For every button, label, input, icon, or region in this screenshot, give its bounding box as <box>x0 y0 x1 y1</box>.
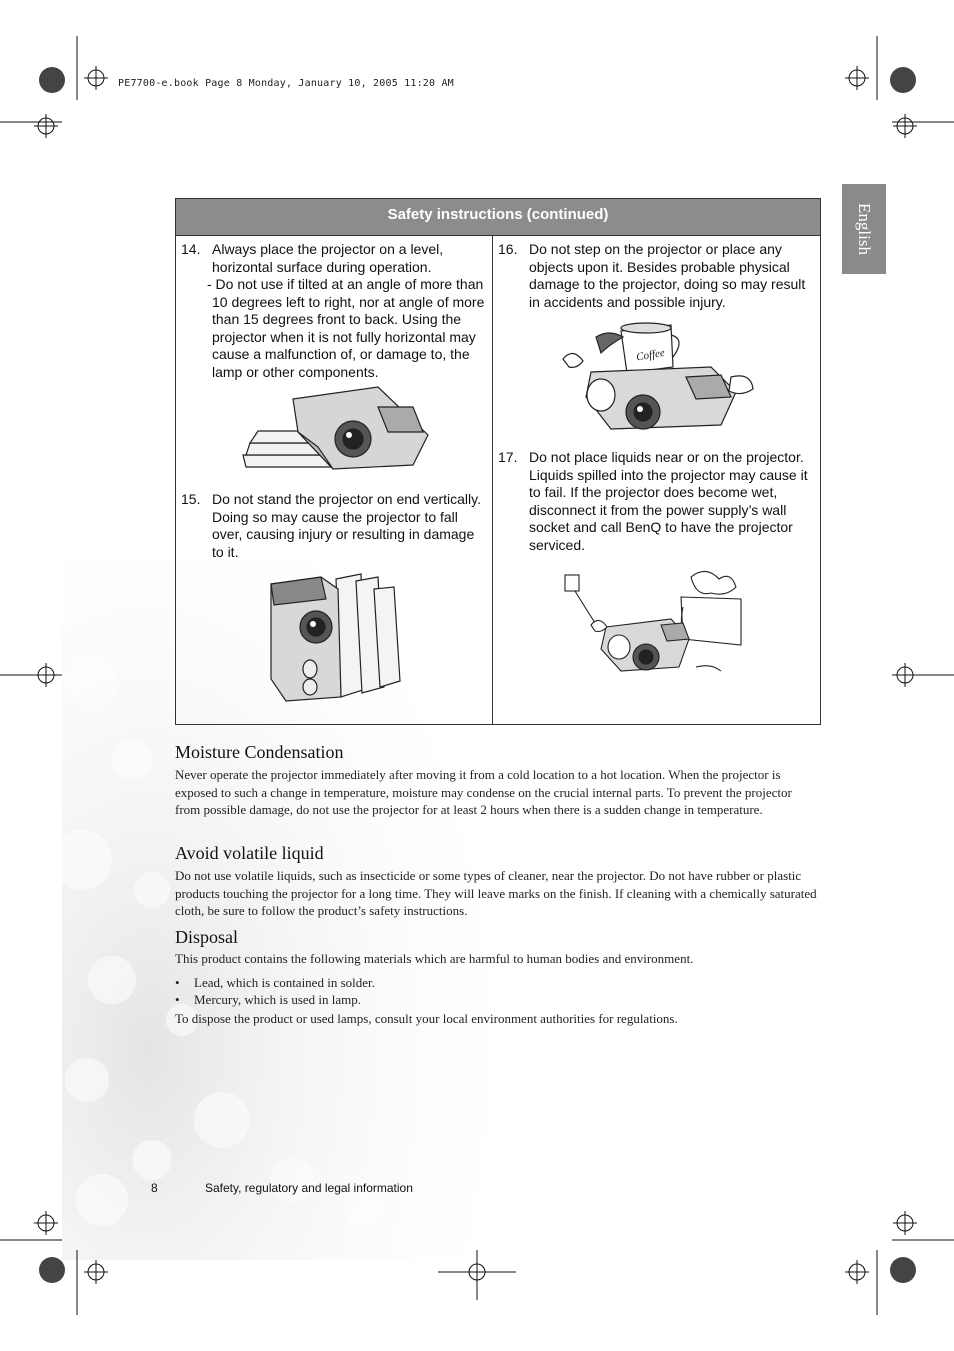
coffee-cup-label: Coffee <box>635 346 666 364</box>
moisture-body: Never operate the projector immediately after moving it from a cold location to a hot location. When the projector is exposed to such a change in temperature, moisture may condense on the crucial internal parts. To prevent the projector from possible damage, do not use the projector for at least 2 hours when there is a sudden change in temperature. <box>175 767 792 818</box>
item-text: Do not place liquids near or on the projector. Liquids spilled into the projector may cause it to fail. If the projector does become wet, disconnect it from the power supply’s wall socket and call BenQ to have the projector serviced. <box>529 449 808 553</box>
disposal-outro: To dispose the product or used lamps, consult your local environment authorities for regulations. <box>175 1011 678 1026</box>
bullet-dot: • <box>175 975 180 990</box>
item-number: 14. <box>181 241 201 257</box>
spilled-liquid-illustration <box>561 567 756 687</box>
safety-item-14 <box>181 241 486 381</box>
item-number: 17. <box>498 449 518 465</box>
item-text: Do not step on the projector or place any objects upon it. Besides probable physical damage to the projector, doing so may result in accidents and possible injury. <box>529 241 806 310</box>
bullet-text: Mercury, which is used in lamp. <box>194 992 362 1007</box>
item-number: 15. <box>181 491 201 507</box>
volatile-heading: Avoid volatile liquid <box>175 843 324 863</box>
disposal-bullet-lead <box>175 975 375 991</box>
vertical-projector-illustration <box>266 569 406 704</box>
safety-item-16 <box>498 241 816 311</box>
disposal-heading: Disposal <box>175 927 238 947</box>
tilted-projector-illustration <box>238 377 433 472</box>
print-header: PE7700-e.book Page 8 Monday, January 10, 2005 11:20 AM <box>118 78 454 89</box>
item-number: 16. <box>498 241 518 257</box>
item-text: Do not stand the projector on end vertically. Doing so may cause the projector to fall over, causing injury or resulting in damage to it. <box>212 491 482 560</box>
volatile-body: Do not use volatile liquids, such as insecticide or some types of cleaner, near the projector. Do not have rubber or plastic products touching the projector for a long time. They will leave marks on the finish. If cleaning with a chemically saturated cloth, be sure to follow the product’s safety instructions. <box>175 868 817 919</box>
bullet-text: Lead, which is contained in solder. <box>194 975 375 990</box>
column-divider <box>492 235 493 724</box>
item-text: Always place the projector on a level, horizontal surface during operation. <box>212 241 444 275</box>
language-tab-label: English <box>855 203 874 255</box>
language-tab <box>842 184 886 274</box>
item-subtext: - Do not use if tilted at an angle of more than 10 degrees left to right, nor at angle of more than 15 degrees front to back. Using the projector when it is not fully horizontal may cause a malfunction of, or damage to, the lamp or other components. <box>207 276 485 380</box>
safety-item-17 <box>498 449 816 554</box>
footer-chapter: Safety, regulatory and legal information <box>205 1181 413 1195</box>
bullet-dot: • <box>175 992 180 1007</box>
safety-instructions-table <box>175 198 821 725</box>
table-title: Safety instructions (continued) <box>176 199 820 236</box>
page-number: 8 <box>151 1181 158 1195</box>
coffee-on-projector-illustration <box>561 317 756 442</box>
disposal-bullet-mercury <box>175 992 361 1008</box>
disposal-intro: This product contains the following materials which are harmful to human bodies and environment. <box>175 951 694 966</box>
safety-item-15 <box>181 491 486 561</box>
moisture-heading: Moisture Condensation <box>175 742 344 762</box>
